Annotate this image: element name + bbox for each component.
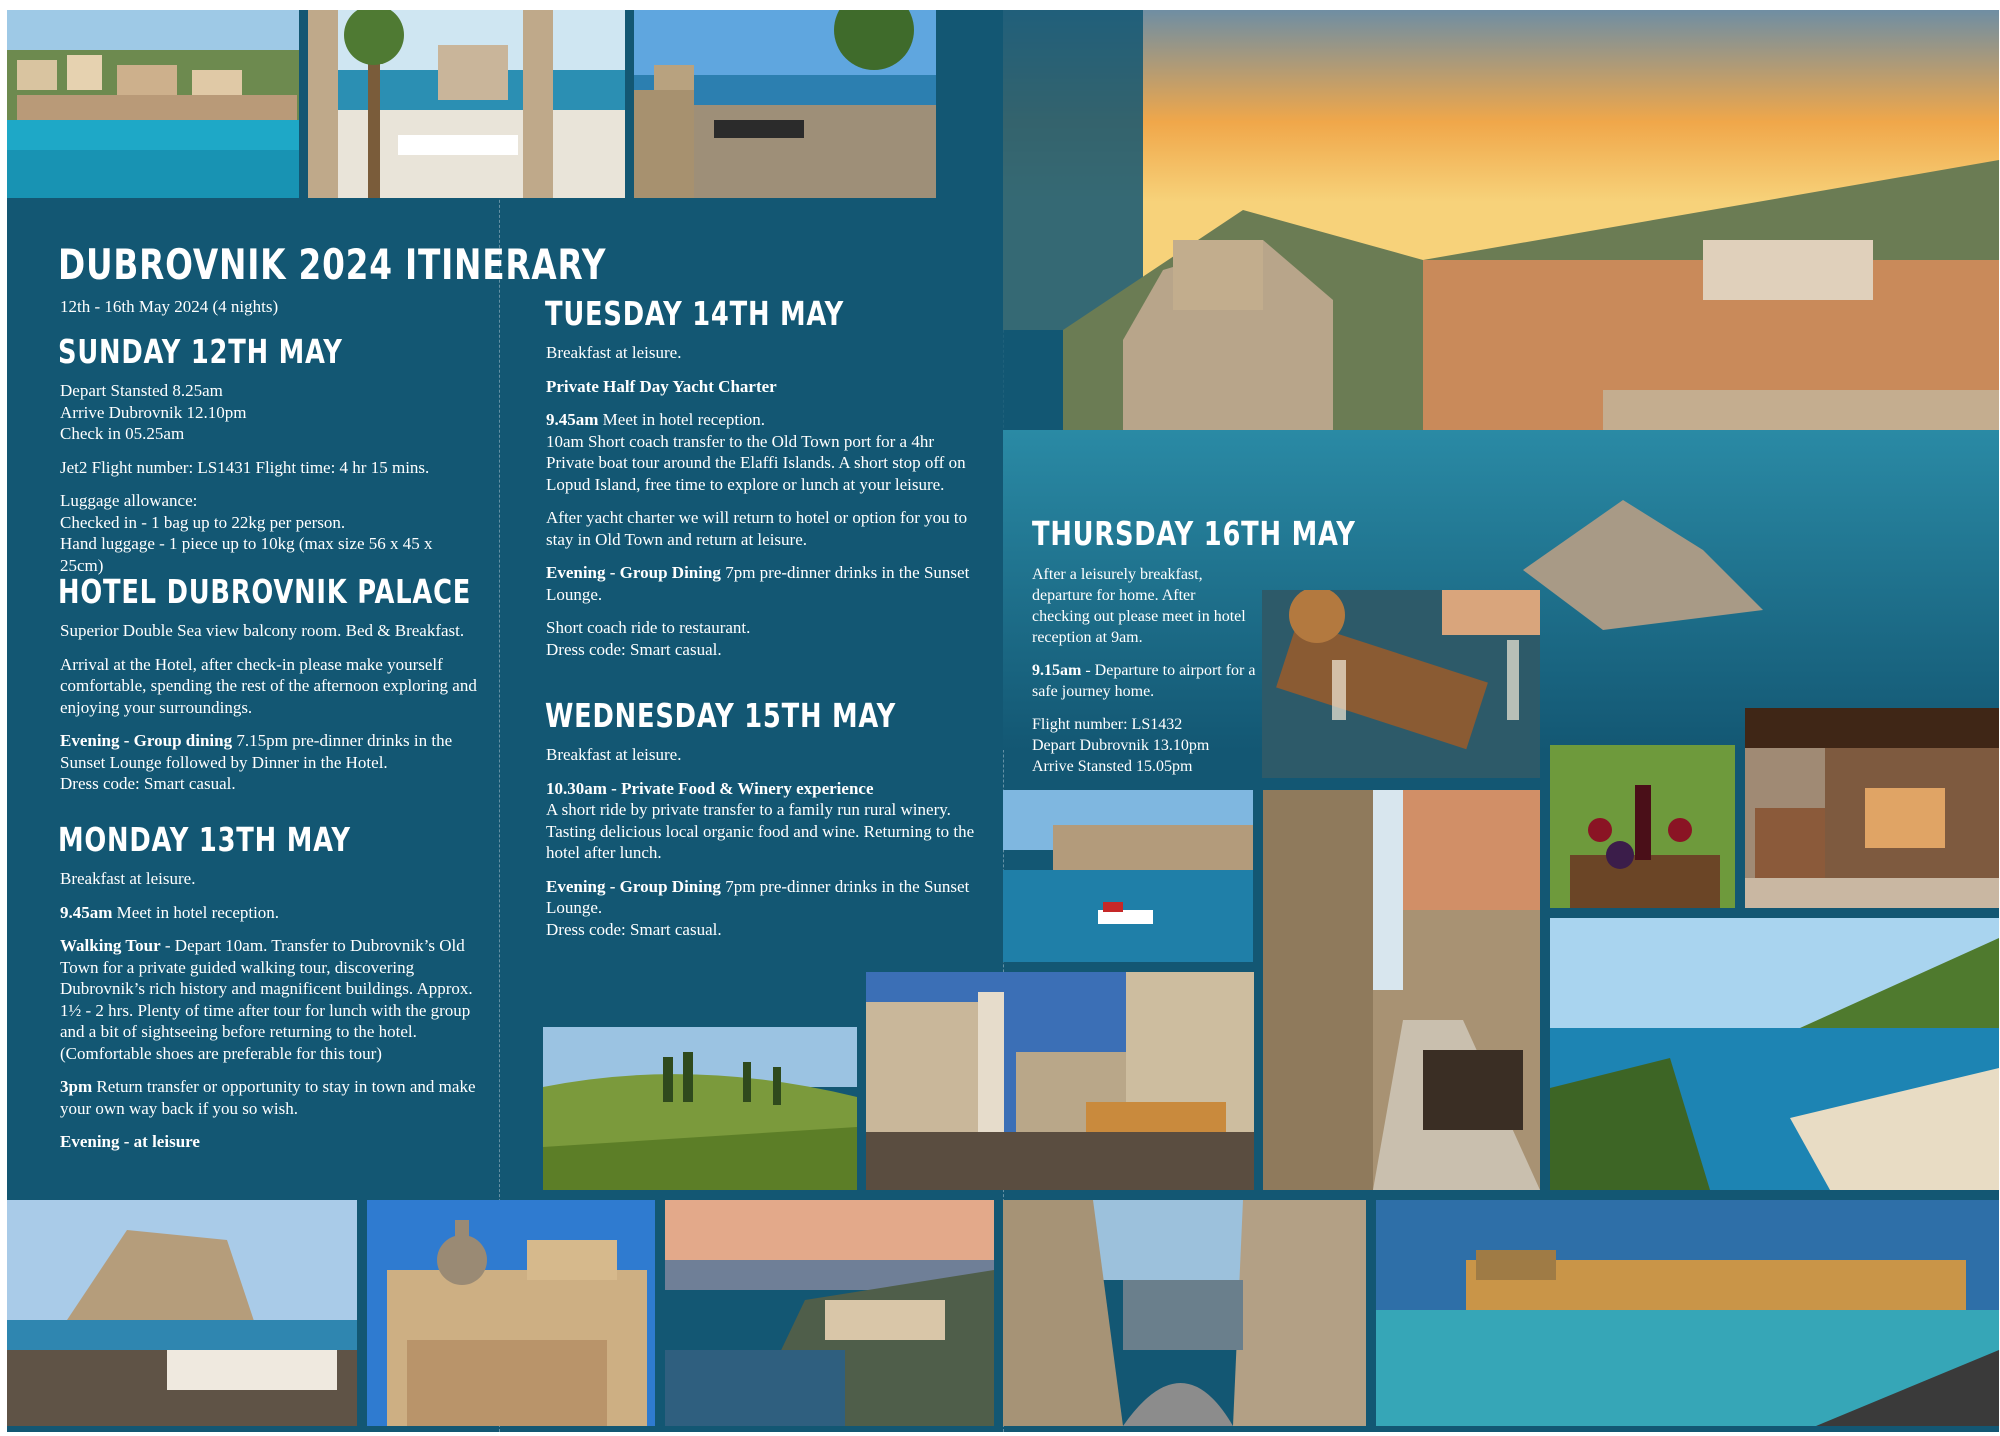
hotel-section	[60, 620, 480, 807]
thursday-heading: THURSDAY 16TH MAY	[1032, 514, 1356, 553]
charcuterie-wine-photo	[1262, 590, 1540, 778]
tuesday-evening-label: Evening - Group Dining	[546, 563, 721, 582]
tuesday-breakfast: Breakfast at leisure.	[546, 343, 682, 362]
tuesday-meet-text: Meet in hotel reception.	[598, 410, 766, 429]
fort-lovrijenac-restaurant-photo	[7, 1200, 357, 1426]
tuesday-meet-time: 9.45am	[546, 410, 599, 429]
thursday-flight: Flight number: LS1432	[1032, 716, 1183, 733]
tuesday-dress-code: Dress code: Smart casual.	[546, 639, 722, 659]
wednesday-heading: WEDNESDAY 15TH MAY	[545, 696, 897, 735]
tuesday-transfer: 10am Short coach transfer to the Old Town port for a 4hr Private boat tour around the Elaffi Islands. A short stop off on Lopud Island, free time to explore or lunch at your leisure.	[546, 431, 966, 494]
monday-heading: MONDAY 13TH MAY	[58, 820, 351, 859]
wednesday-evening-text: 7pm pre-dinner drinks in the Sunset Lounge.	[546, 876, 970, 917]
walking-tour-label: Walking Tour	[60, 936, 161, 955]
hotel-arrival: Arrival at the Hotel, after check-in please make yourself comfortable, spending the rest of the afternoon exploring and enjoying your surroundings.	[60, 654, 477, 717]
harbour-photo	[7, 10, 299, 198]
food-winery-text: A short ride by private transfer to a family run rural winery. Tasting delicious local organic food and wine. Returning to the hotel after lunch.	[546, 800, 975, 862]
monday-meet-time: 9.45am	[60, 902, 113, 922]
monday-meet-text: Meet in hotel reception.	[112, 902, 280, 922]
beach-cove-photo	[1550, 918, 1999, 1190]
luggage-checked: Checked in - 1 bag up to 22kg per person.	[60, 512, 346, 532]
thursday-section	[1032, 564, 1257, 789]
old-town-alley-photo	[1263, 790, 1540, 1190]
thursday-depart-time: 9.15am	[1032, 662, 1082, 679]
wednesday-section	[546, 744, 981, 952]
tuesday-after-charter: After yacht charter we will return to hotel or option for you to stay in Old Town and return at leisure.	[546, 508, 968, 549]
sunday-flight: Jet2 Flight number: LS1431 Flight time: 4 hr 15 mins.	[60, 457, 430, 477]
vineyard-hills-photo	[543, 1027, 857, 1190]
wine-cellar-interior-photo	[1745, 708, 1999, 908]
page-subtitle: 12th - 16th May 2024 (4 nights)	[60, 297, 279, 316]
sunday-checkin: Check in 05.25am	[60, 424, 185, 443]
coastal-dusk-photo	[665, 1200, 994, 1426]
tuesday-section	[546, 342, 981, 672]
monday-return-time: 3pm	[60, 1077, 93, 1096]
sunday-heading: SUNDAY 12TH MAY	[58, 332, 343, 371]
luggage-hand: Hand luggage - 1 piece up to 10kg (max size 56 x 45 x 25cm)	[60, 534, 433, 575]
food-winery-label: 10.30am - Private Food & Winery experience	[546, 778, 874, 798]
thursday-arrive: Arrive Stansted 15.05pm	[1032, 758, 1193, 775]
wednesday-breakfast: Breakfast at leisure.	[546, 745, 682, 764]
monday-evening: Evening - at leisure	[60, 1132, 200, 1151]
stradun-clock-tower-photo	[866, 972, 1254, 1190]
yacht-charter-title: Private Half Day Yacht Charter	[546, 376, 777, 396]
walking-tour-text: - Depart 10am. Transfer to Dubrovnik’s Old Town for a private guided walking tour, discovering Dubrovnik’s rich history and magnificent buildings. Approx. 1½ - 2 hrs. Plenty of time after tour for lunch with the group and a bit of sightseeing before returning to the hotel. (Comfortable shoes are preferable for this tour)	[60, 936, 473, 1063]
hotel-heading: HOTEL DUBROVNIK PALACE	[58, 572, 472, 611]
hotel-dress-code: Dress code: Smart casual.	[60, 774, 236, 793]
terrace-restaurant-photo	[308, 10, 625, 198]
sunday-arrive: Arrive Dubrovnik 12.10pm	[60, 402, 247, 422]
monday-return-text: Return transfer or opportunity to stay in town and make your own way back if you so wish.	[60, 1077, 476, 1118]
red-wine-barrel-photo	[1550, 745, 1735, 908]
city-walls-gate-photo	[1003, 1200, 1366, 1426]
tuesday-heading: TUESDAY 14TH MAY	[545, 294, 845, 333]
thursday-depart-text: - Departure to airport for a safe journey home.	[1032, 662, 1256, 700]
tuesday-evening-text: 7pm pre-dinner drinks in the Sunset Lounge.	[546, 563, 970, 604]
hotel-evening-text: 7.15pm pre-dinner drinks in the Sunset Lounge followed by Dinner in the Hotel.	[60, 731, 453, 772]
old-town-night-harbour-photo	[1376, 1200, 1999, 1426]
cathedral-photo	[367, 1200, 655, 1426]
page-title: DUBROVNIK 2024 ITINERARY	[58, 240, 607, 289]
thursday-depart: Depart Dubrovnik 13.10pm	[1032, 737, 1210, 754]
wednesday-dress-code: Dress code: Smart casual.	[546, 919, 722, 939]
hotel-evening-label: Evening - Group dining	[60, 731, 233, 750]
tuesday-coach: Short coach ride to restaurant.	[546, 618, 751, 637]
hotel-room: Superior Double Sea view balcony room. Bed & Breakfast.	[60, 621, 465, 640]
fortress-cannon-photo	[634, 10, 936, 198]
luggage-title: Luggage allowance:	[60, 491, 198, 510]
monday-section	[60, 868, 480, 1165]
wednesday-evening-label: Evening - Group Dining	[546, 876, 721, 896]
sunday-section	[60, 380, 480, 588]
sunday-depart: Depart Stansted 8.25am	[60, 381, 223, 400]
thursday-checkout: After a leisurely breakfast, departure for home. After checking out please meet in hotel reception at 9am.	[1032, 566, 1246, 646]
speedboat-walls-photo	[1003, 790, 1253, 962]
monday-breakfast: Breakfast at leisure.	[60, 869, 196, 888]
